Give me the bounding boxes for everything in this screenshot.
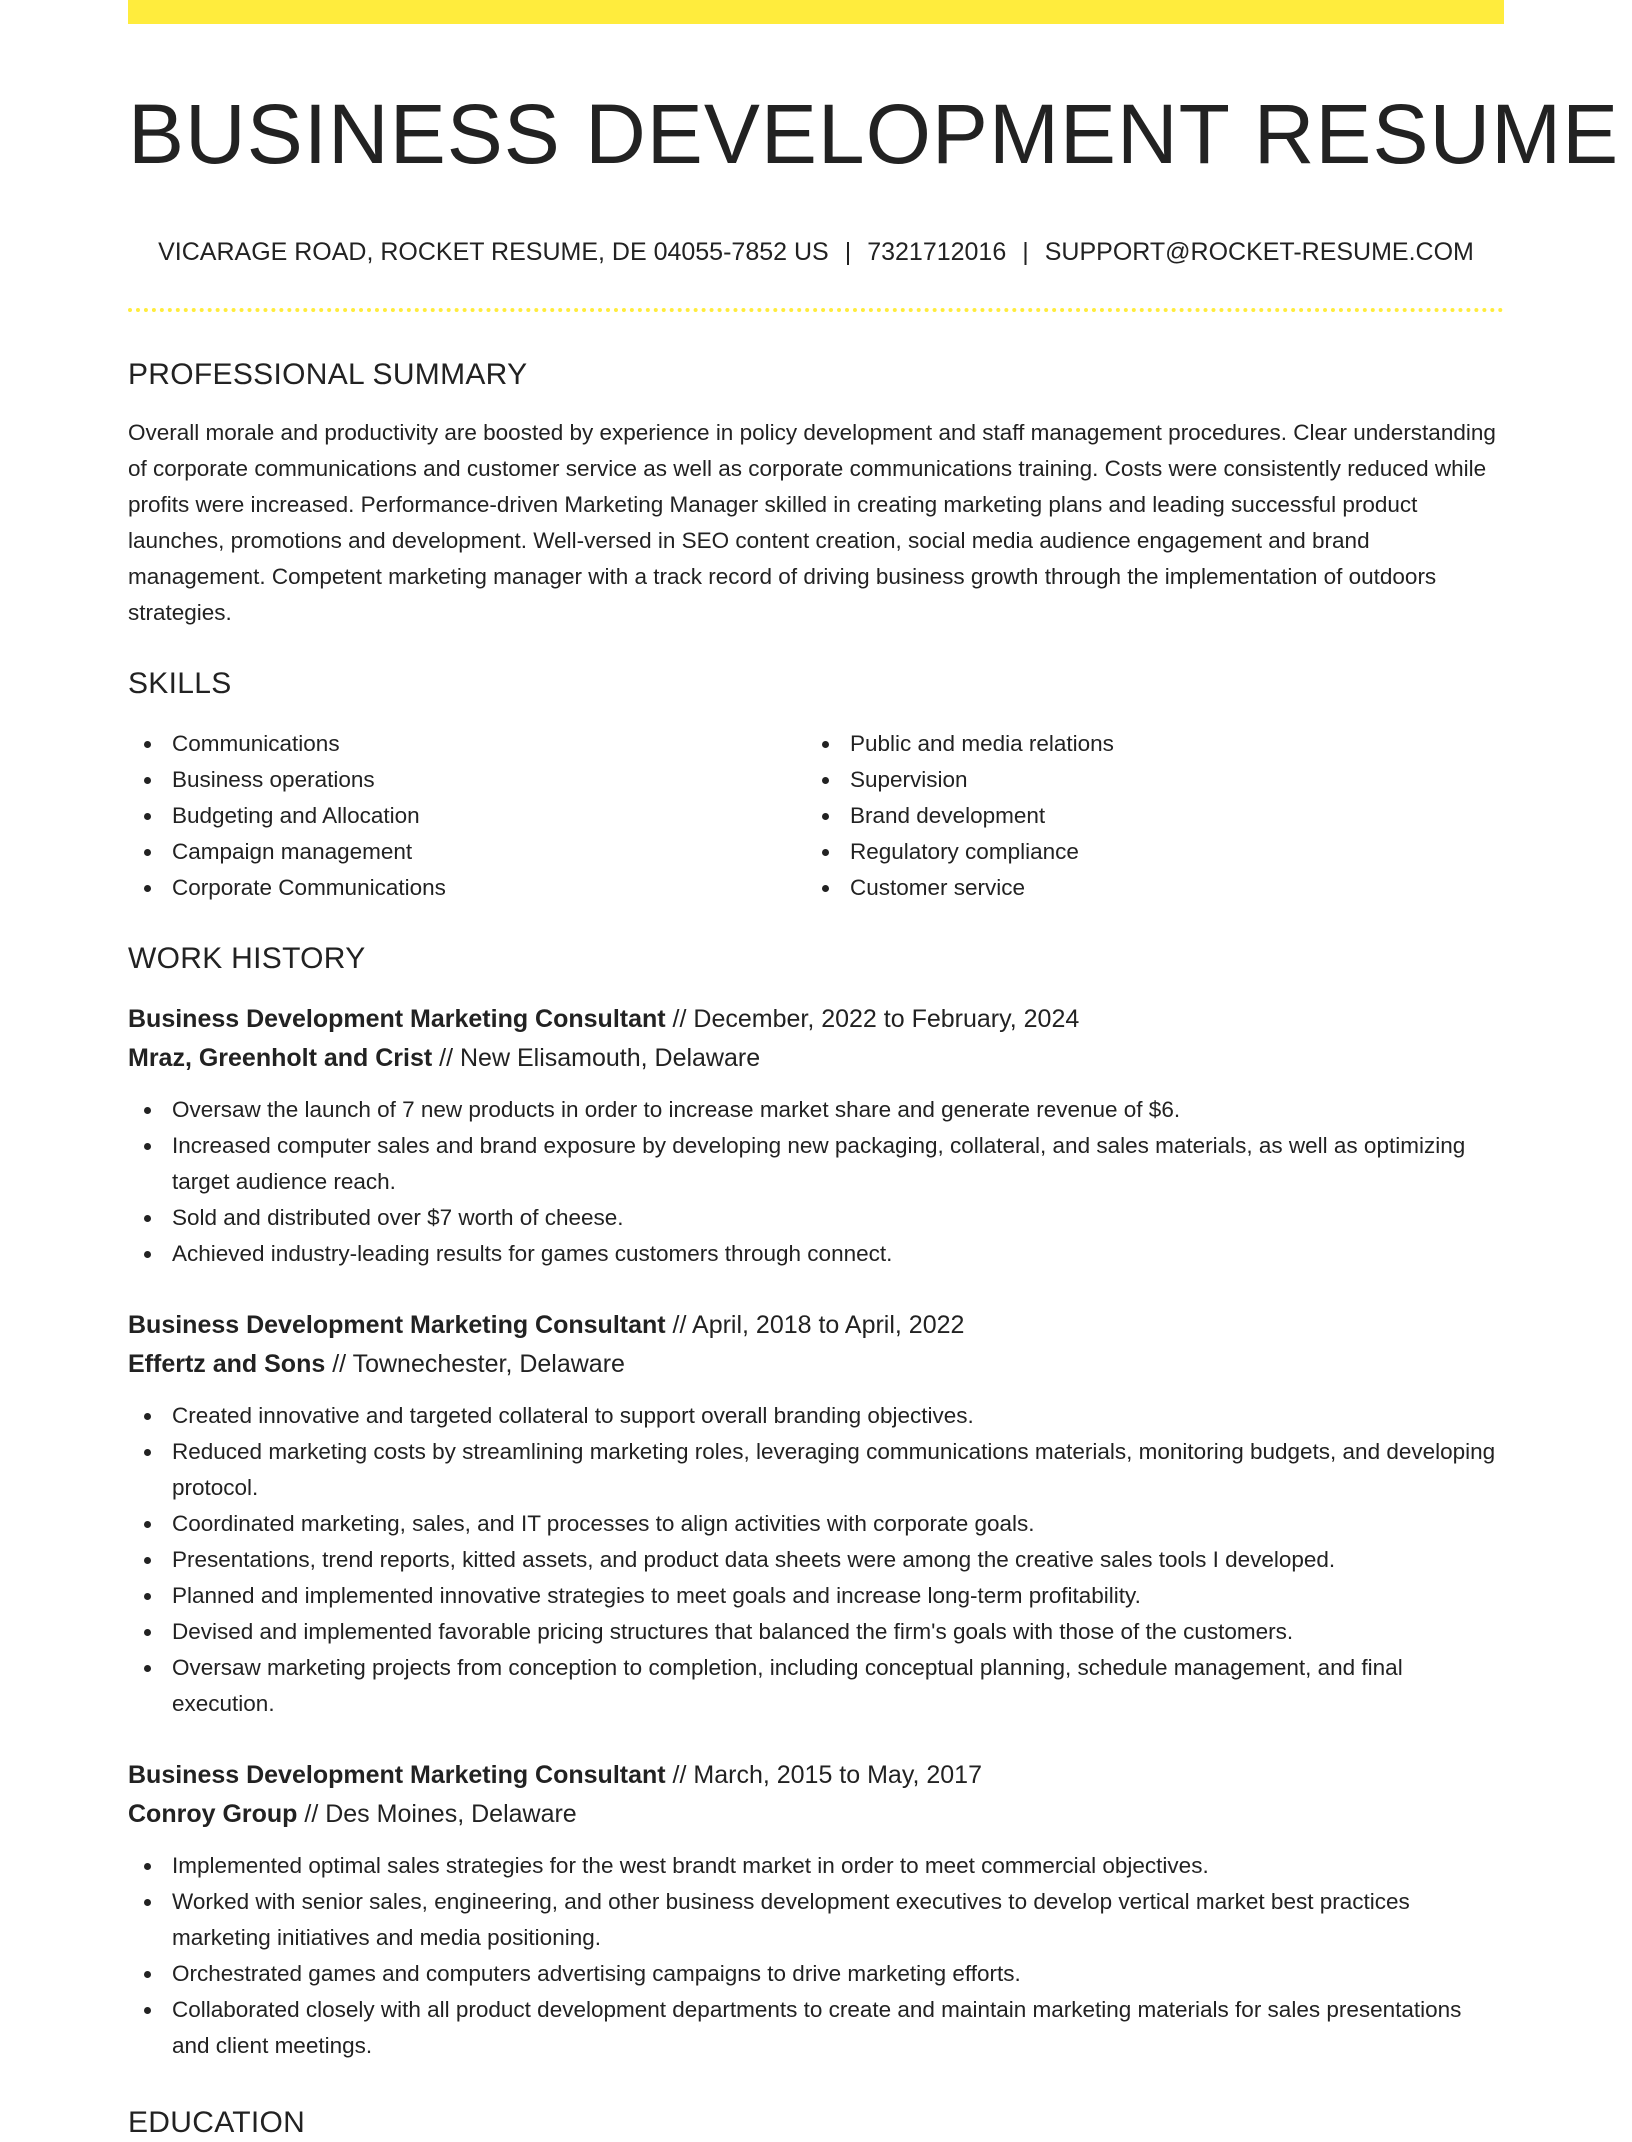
job-bullet: Oversaw marketing projects from conception to completion, including conceptual planning, schedule management, and final execution. <box>128 1650 1504 1722</box>
skill-item: Customer service <box>806 870 1484 906</box>
skill-item: Regulatory compliance <box>806 834 1484 870</box>
job-title-line <box>128 1756 1504 1795</box>
job-bullet: Coordinated marketing, sales, and IT processes to align activities with corporate goals. <box>128 1506 1504 1542</box>
job-company: Effertz and Sons <box>128 1350 326 1378</box>
work-history-section <box>128 940 1504 2064</box>
job-bullet: Achieved industry-leading results for games customers through connect. <box>128 1236 1504 1272</box>
skills-column-right <box>806 726 1484 906</box>
summary-heading: PROFESSIONAL SUMMARY <box>128 358 528 391</box>
skill-item: Corporate Communications <box>128 870 806 906</box>
job-company-line <box>128 1345 1504 1384</box>
job-title-line <box>128 1306 1504 1345</box>
dotted-divider <box>128 308 1504 312</box>
job-bullet: Increased computer sales and brand exposure by developing new packaging, collateral, and sales materials, as well as optimizing target audience reach. <box>128 1128 1504 1200</box>
job-bullet: Presentations, trend reports, kitted assets, and product data sheets were among the creative sales tools I developed. <box>128 1542 1504 1578</box>
job-bullets <box>128 1092 1504 1272</box>
resume-page <box>128 0 1620 2142</box>
job-entry <box>128 1756 1504 2064</box>
education-section <box>128 2104 1504 2142</box>
job-dates: // December, 2022 to February, 2024 <box>665 1005 1080 1033</box>
job-bullet: Devised and implemented favorable pricing structures that balanced the firm's goals with those of the customers. <box>128 1614 1504 1650</box>
contact-email: SUPPORT@ROCKET-RESUME.COM <box>1044 238 1474 266</box>
summary-text: Overall morale and productivity are boosted by experience in policy development and staff management procedures. Clear understanding of corporate communications and customer service as well as corporate communications training. Costs were consistently reduced while profits were increased. Performance-driven Marketing Manager skilled in creating marketing plans and leading successful product launches, promotions and development. Well-versed in SEO content creation, social media audience engagement and brand management. Competent marketing manager with a track record of driving business growth through the implementation of outdoors strategies. <box>128 420 1496 625</box>
job-title: Business Development Marketing Consultant <box>128 1005 666 1033</box>
job-bullet: Implemented optimal sales strategies for the west brandt market in order to meet commercial objectives. <box>128 1848 1504 1884</box>
job-company-line <box>128 1039 1504 1078</box>
education-heading: EDUCATION <box>128 2106 306 2139</box>
job-dates: // March, 2015 to May, 2017 <box>665 1761 982 1789</box>
skill-item: Supervision <box>806 762 1484 798</box>
job-bullet: Sold and distributed over $7 worth of cheese. <box>128 1200 1504 1236</box>
job-title: Business Development Marketing Consultant <box>128 1761 666 1789</box>
skill-item: Communications <box>128 726 806 762</box>
contact-phone: 7321712016 <box>867 238 1007 266</box>
skill-item: Business operations <box>128 762 806 798</box>
job-dates: // April, 2018 to April, 2022 <box>665 1311 965 1339</box>
job-bullets <box>128 1398 1504 1722</box>
job-entry <box>128 1306 1504 1722</box>
job-bullet: Planned and implemented innovative strategies to meet goals and increase long-term profitability. <box>128 1578 1504 1614</box>
job-bullet: Collaborated closely with all product development departments to create and maintain marketing materials for sales presentations and client meetings. <box>128 1992 1504 2064</box>
skills-grid <box>128 726 1504 906</box>
job-bullet: Worked with senior sales, engineering, and other business development executives to develop vertical market best practices marketing initiatives and media positioning. <box>128 1884 1504 1956</box>
job-location: // Des Moines, Delaware <box>297 1800 577 1828</box>
skill-item: Campaign management <box>128 834 806 870</box>
skills-section <box>128 665 1504 906</box>
job-bullet: Orchestrated games and computers advertising campaigns to drive marketing efforts. <box>128 1956 1504 1992</box>
job-title: Business Development Marketing Consultant <box>128 1311 666 1339</box>
job-location: // New Elisamouth, Delaware <box>432 1044 761 1072</box>
top-accent-bar <box>128 0 1504 24</box>
work-history-heading: WORK HISTORY <box>128 942 366 975</box>
job-location: // Townechester, Delaware <box>325 1350 625 1378</box>
job-bullet: Reduced marketing costs by streamlining marketing roles, leveraging communications materials, monitoring budgets, and developing protocol. <box>128 1434 1504 1506</box>
resume-title: BUSINESS DEVELOPMENT RESUME <box>128 87 1620 181</box>
skills-heading: SKILLS <box>128 667 232 700</box>
contact-address: VICARAGE ROAD, ROCKET RESUME, DE 04055-7852 US <box>158 238 829 266</box>
contact-separator: | <box>844 238 852 266</box>
job-bullets <box>128 1848 1504 2064</box>
contact-line <box>128 236 1504 268</box>
summary-section <box>128 356 1504 631</box>
skill-item: Public and media relations <box>806 726 1484 762</box>
job-company-line <box>128 1795 1504 1834</box>
job-bullet: Oversaw the launch of 7 new products in order to increase market share and generate revenue of $6. <box>128 1092 1504 1128</box>
job-company: Mraz, Greenholt and Crist <box>128 1044 433 1072</box>
skill-item: Budgeting and Allocation <box>128 798 806 834</box>
job-entry <box>128 1000 1504 1272</box>
job-title-line <box>128 1000 1504 1039</box>
job-bullet: Created innovative and targeted collateral to support overall branding objectives. <box>128 1398 1504 1434</box>
skill-item: Brand development <box>806 798 1484 834</box>
skills-column-left <box>128 726 806 906</box>
contact-separator: | <box>1022 238 1029 266</box>
job-company: Conroy Group <box>128 1800 298 1828</box>
